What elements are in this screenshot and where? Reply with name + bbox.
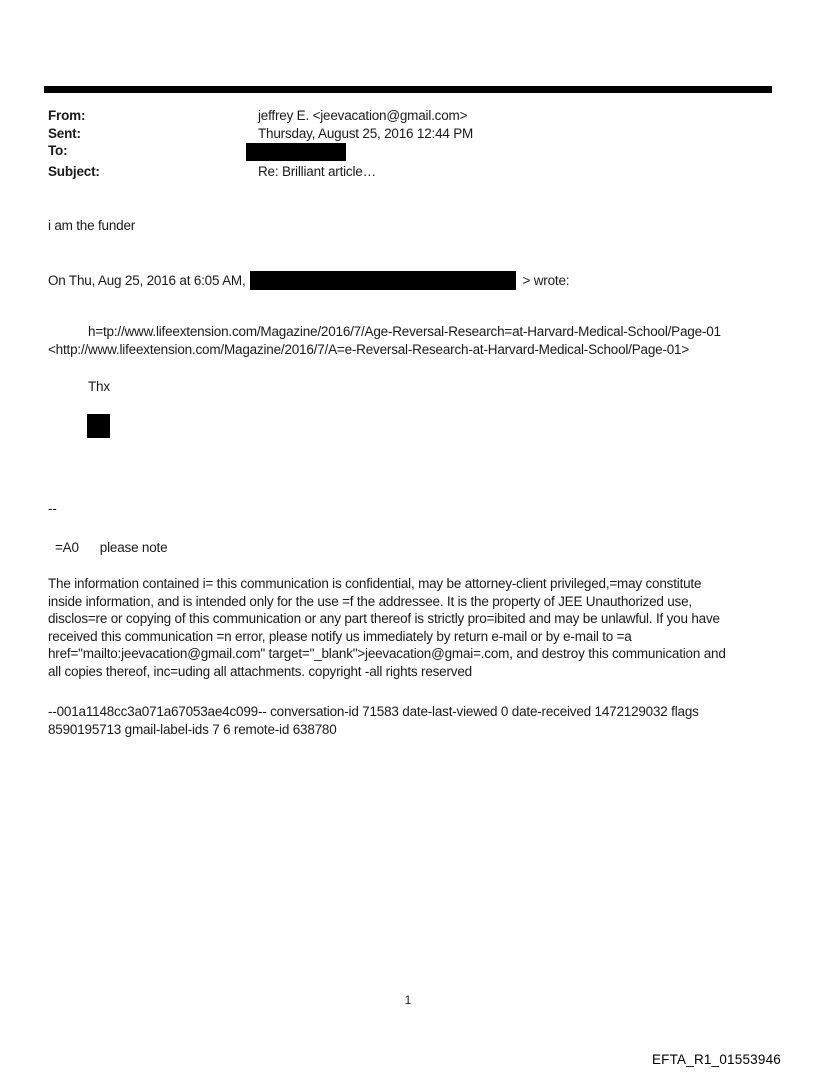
to-label: To: [48,143,68,158]
metadata-line: --001a1148cc3a071a67053ae4c099-- conversation-id 71583 date-last-viewed 0 date-received 1472129032 flags [48,704,699,719]
disclaimer-line: inside information, and is intended only for the use =f the addressee. It is the property of JEE Unauthorized use, [48,593,692,609]
disclaimer-line: all copies thereof, inc=uding all attachments. copyright -all rights reserved [48,663,472,679]
header-row-subject [48,163,772,181]
header-row-from [48,107,772,125]
quoted-message-intro [48,272,569,291]
please-note-line [55,540,167,555]
article-url-line-1: h=tp://www.lifeextension.com/Magazine/2016/7/Age-Reversal-Research=at-Harvard-Medical-School/Page-01 [88,324,721,339]
bates-number: EFTA_R1_01553946 [651,1052,781,1067]
email-header [48,107,772,180]
thanks-line: Thx [88,379,110,394]
subject-label: Subject: [48,163,100,179]
disclaimer-line: The information contained i= this communication is confidential, may be attorney-client privileged,=may constitute [48,576,702,591]
mime-metadata [48,703,699,738]
quote-intro-suffix: > wrote: [522,273,570,289]
redaction-box-recipient [246,143,346,161]
disclaimer-line: received this communication =n error, please notify us immediately by return e-mail or by e-mail to =a [48,628,632,644]
sent-value: Thursday, August 25, 2016 12:44 PM [258,125,474,141]
note-prefix: =A0 [55,540,79,555]
from-label: From: [48,108,86,123]
page-number: 1 [404,993,412,1007]
to-value [258,142,772,163]
signature-divider: -- [48,501,57,516]
quote-intro-prefix: On Thu, Aug 25, 2016 at 6:05 AM, [48,273,246,289]
note-text: please note [99,540,168,555]
confidentiality-disclaimer [48,575,726,681]
disclaimer-line: href="mailto:jeevacation@gmail.com" target="_blank">jeevacation@gmai=.com, and destroy this communication and [48,646,726,662]
article-url-block [48,323,721,359]
from-value: jeffrey E. <jeevacation@gmail.com> [258,108,468,123]
metadata-line: 8590195713 gmail-label-ids 7 6 remote-id 638780 [48,721,337,737]
redaction-box-sender [250,271,516,290]
message-opening-line: i am the funder [48,218,136,233]
disclaimer-line: disclos=re or copying of this communication or any part thereof is strictly pro=ibited and may be unlawful. If you have [48,611,720,627]
header-row-sent [48,125,772,143]
sent-label: Sent: [48,125,81,141]
header-row-to [48,142,772,163]
redaction-box-signature [87,414,110,438]
subject-value: Re: Brilliant article… [258,163,376,179]
article-url-line-2: <http://www.lifeextension.com/Magazine/2016/7/A=e-Reversal-Research-at-Harvard-Medical-School/Page-01> [48,342,690,357]
header-divider-rule [44,86,772,93]
